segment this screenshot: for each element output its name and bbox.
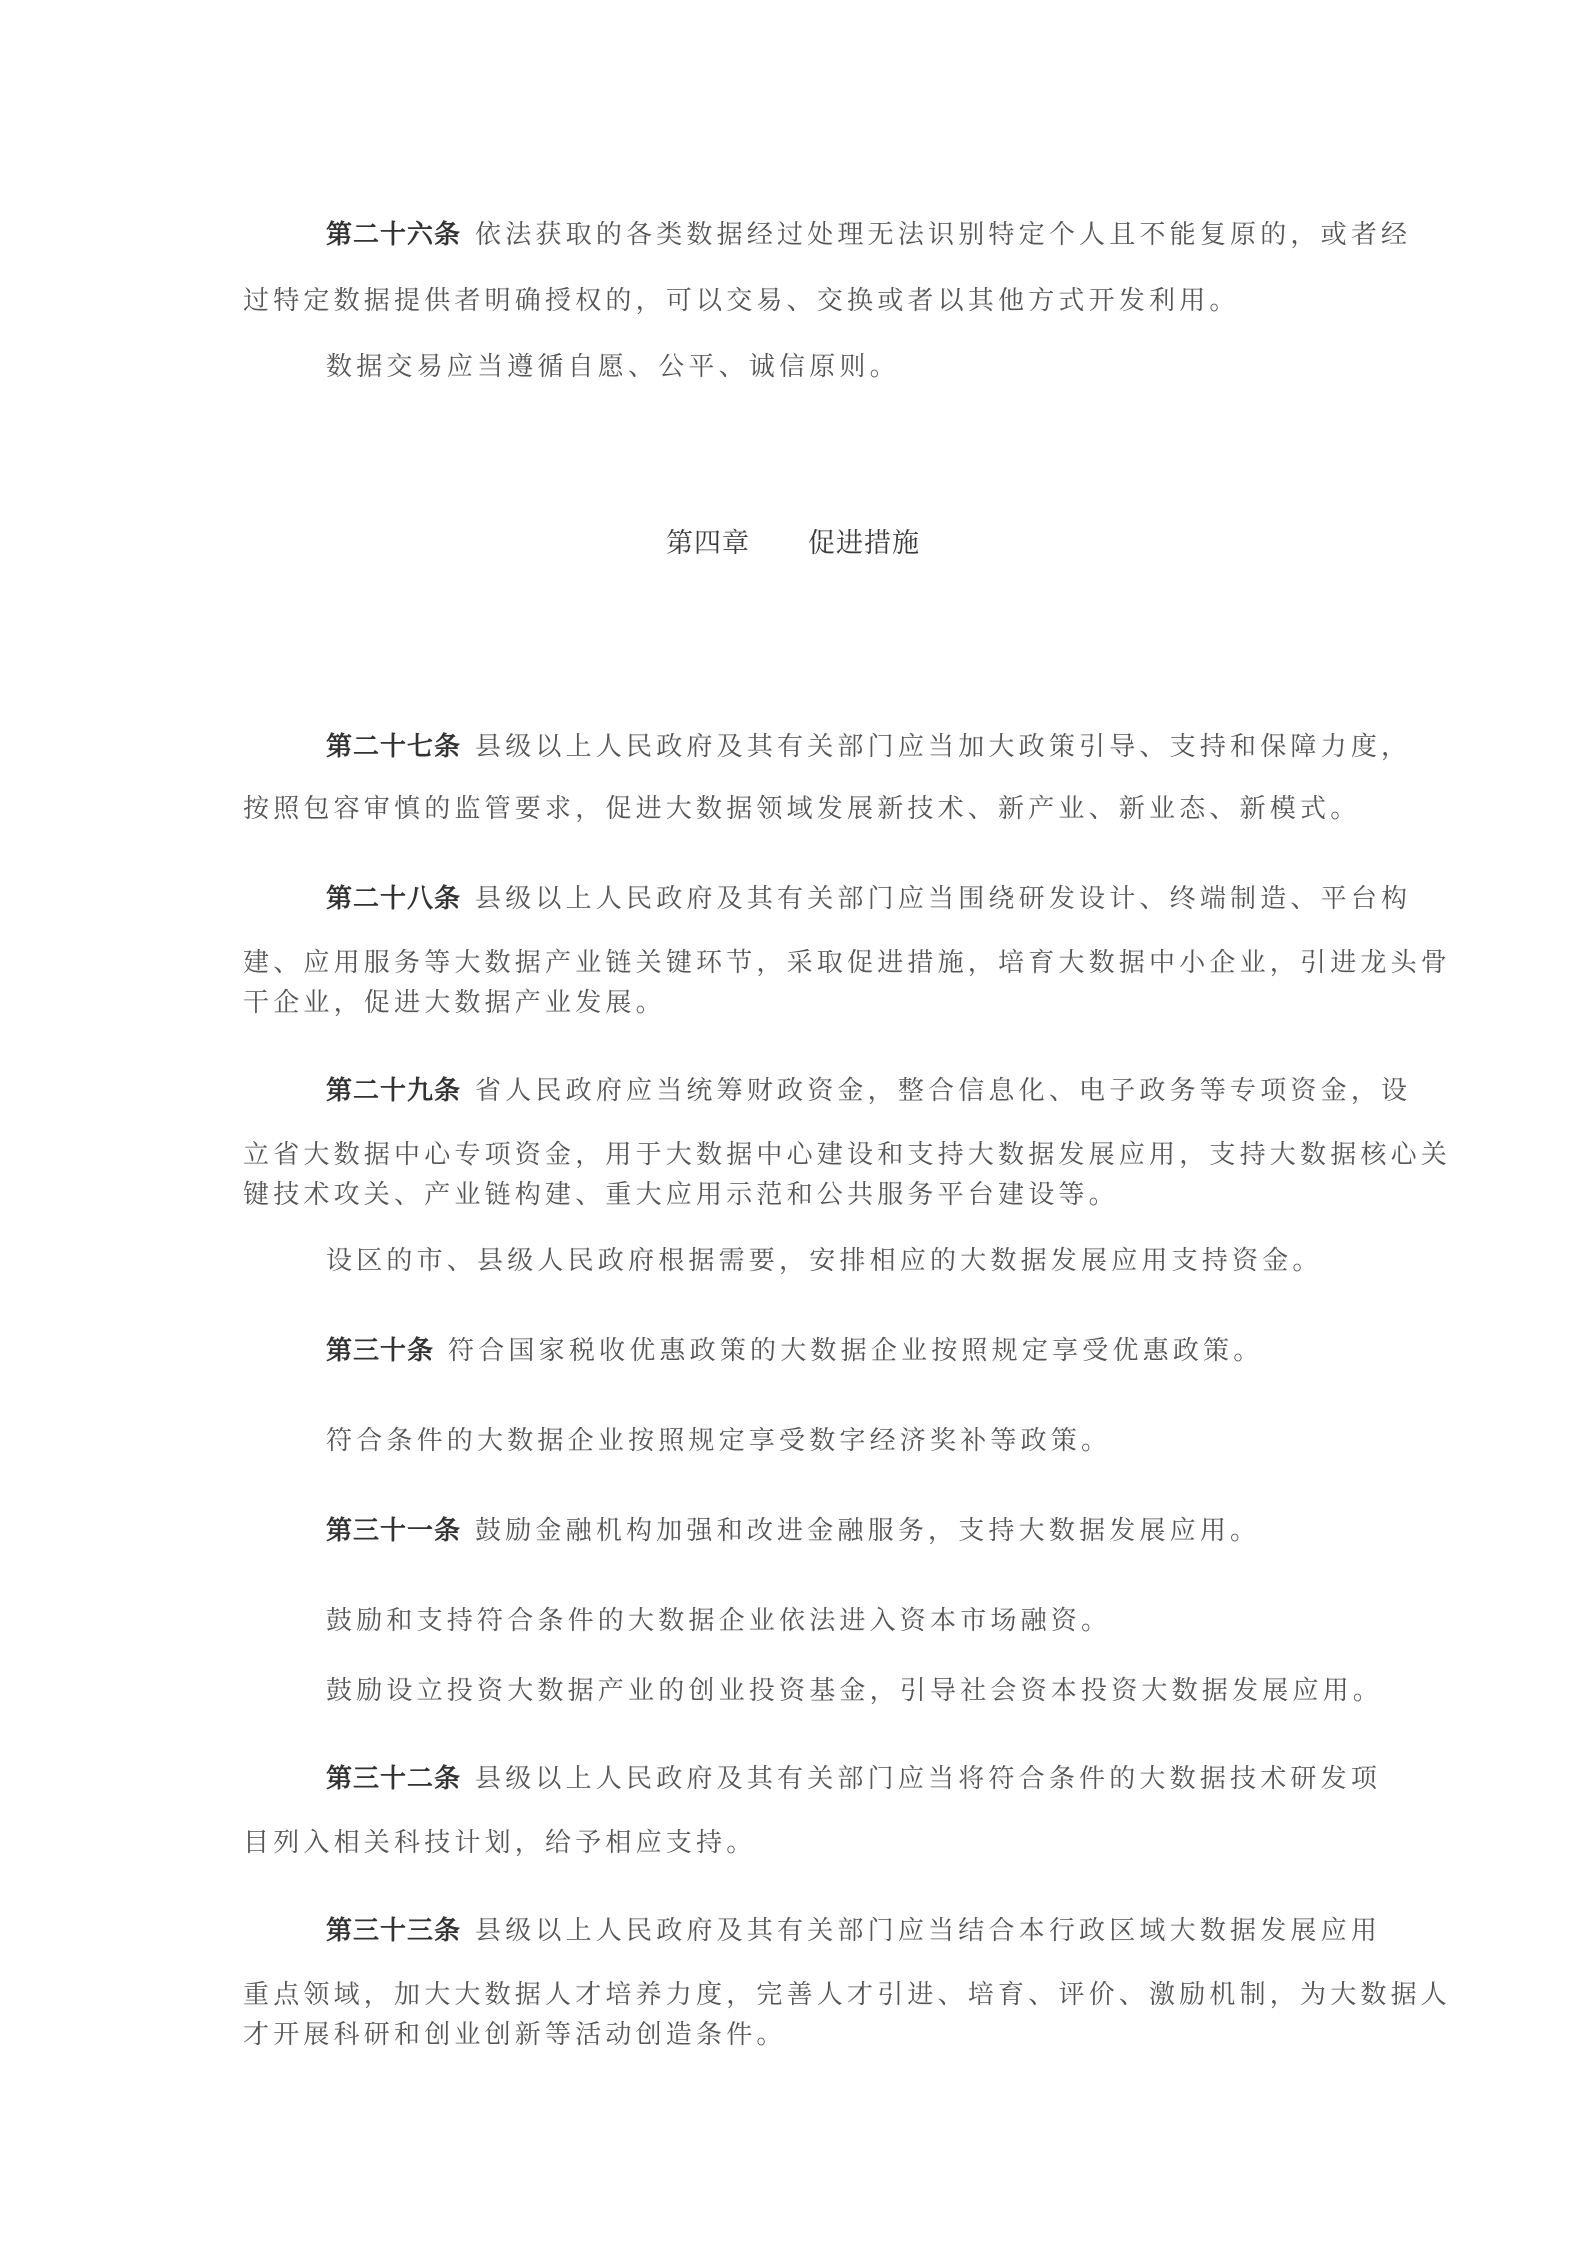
chapter-heading xyxy=(0,527,1586,561)
article-33-line-1 xyxy=(326,1914,1436,1948)
article-text: 鼓励金融机构加强和改进金融服务，支持大数据发展应用。 xyxy=(475,1516,1261,1546)
chapter-number: 第四章 xyxy=(666,528,750,559)
article-31-line-1 xyxy=(326,1514,1436,1548)
article-number: 第二十六条 xyxy=(326,220,462,250)
article-number: 第二十九条 xyxy=(326,1076,462,1106)
article-32-line-2: 目列入相关科技计划，给予相应支持。 xyxy=(243,1828,757,1858)
article-text: 依法获取的各类数据经过处理无法识别特定个人且不能复原的，或者经 xyxy=(475,220,1412,250)
paragraph-capital-market: 鼓励和支持符合条件的大数据企业依法进入资本市场融资。 xyxy=(326,1606,1112,1636)
article-29-line-1 xyxy=(326,1074,1436,1108)
chapter-title: 促进措施 xyxy=(808,528,920,559)
article-text: 符合国家税收优惠政策的大数据企业按照规定享受优惠政策。 xyxy=(448,1336,1264,1366)
article-text: 县级以上人民政府及其有关部门应当将符合条件的大数据技术研发项 xyxy=(475,1764,1382,1794)
paragraph-local-funds: 设区的市、县级人民政府根据需要，安排相应的大数据发展应用支持资金。 xyxy=(326,1246,1323,1276)
article-28-line-3: 干企业，促进大数据产业发展。 xyxy=(243,988,666,1018)
article-26-line-2: 过特定数据提供者明确授权的，可以交易、交换或者以其他方式开发利用。 xyxy=(243,286,1240,316)
paragraph-venture-fund: 鼓励设立投资大数据产业的创业投资基金，引导社会资本投资大数据发展应用。 xyxy=(326,1676,1384,1706)
paragraph-digital-economy-subsidy: 符合条件的大数据企业按照规定享受数字经济奖补等政策。 xyxy=(326,1426,1112,1456)
article-28-line-1 xyxy=(326,882,1436,916)
article-number: 第二十八条 xyxy=(326,884,462,914)
article-33-line-2: 重点领域，加大大数据人才培养力度，完善人才引进、培育、评价、激励机制，为大数据人 xyxy=(243,1980,1452,2010)
article-33-line-3: 才开展科研和创业创新等活动创造条件。 xyxy=(243,2020,787,2050)
article-text: 县级以上人民政府及其有关部门应当加大政策引导、支持和保障力度， xyxy=(475,732,1412,762)
article-number: 第三十一条 xyxy=(326,1516,462,1546)
article-27-line-1 xyxy=(326,730,1436,764)
article-number: 第三十条 xyxy=(326,1336,435,1366)
article-number: 第三十二条 xyxy=(326,1764,462,1794)
article-number: 第三十三条 xyxy=(326,1916,462,1946)
article-28-line-2: 建、应用服务等大数据产业链关键环节，采取促进措施，培育大数据中小企业，引进龙头骨 xyxy=(243,948,1452,978)
article-29-line-3: 键技术攻关、产业链构建、重大应用示范和公共服务平台建设等。 xyxy=(243,1180,1119,1210)
article-text: 县级以上人民政府及其有关部门应当围绕研发设计、终端制造、平台构 xyxy=(475,884,1412,914)
article-32-line-1 xyxy=(326,1762,1436,1796)
article-number: 第二十七条 xyxy=(326,732,462,762)
article-27-line-2: 按照包容审慎的监管要求，促进大数据领域发展新技术、新产业、新业态、新模式。 xyxy=(243,794,1361,824)
article-text: 县级以上人民政府及其有关部门应当结合本行政区域大数据发展应用 xyxy=(475,1916,1382,1946)
paragraph-data-trade-principle: 数据交易应当遵循自愿、公平、诚信原则。 xyxy=(326,352,900,382)
article-26-line-1 xyxy=(326,218,1436,252)
article-text: 省人民政府应当统筹财政资金，整合信息化、电子政务等专项资金，设 xyxy=(475,1076,1412,1106)
article-29-line-2: 立省大数据中心专项资金，用于大数据中心建设和支持大数据发展应用，支持大数据核心关 xyxy=(243,1140,1452,1170)
article-30-line-1 xyxy=(326,1334,1436,1368)
